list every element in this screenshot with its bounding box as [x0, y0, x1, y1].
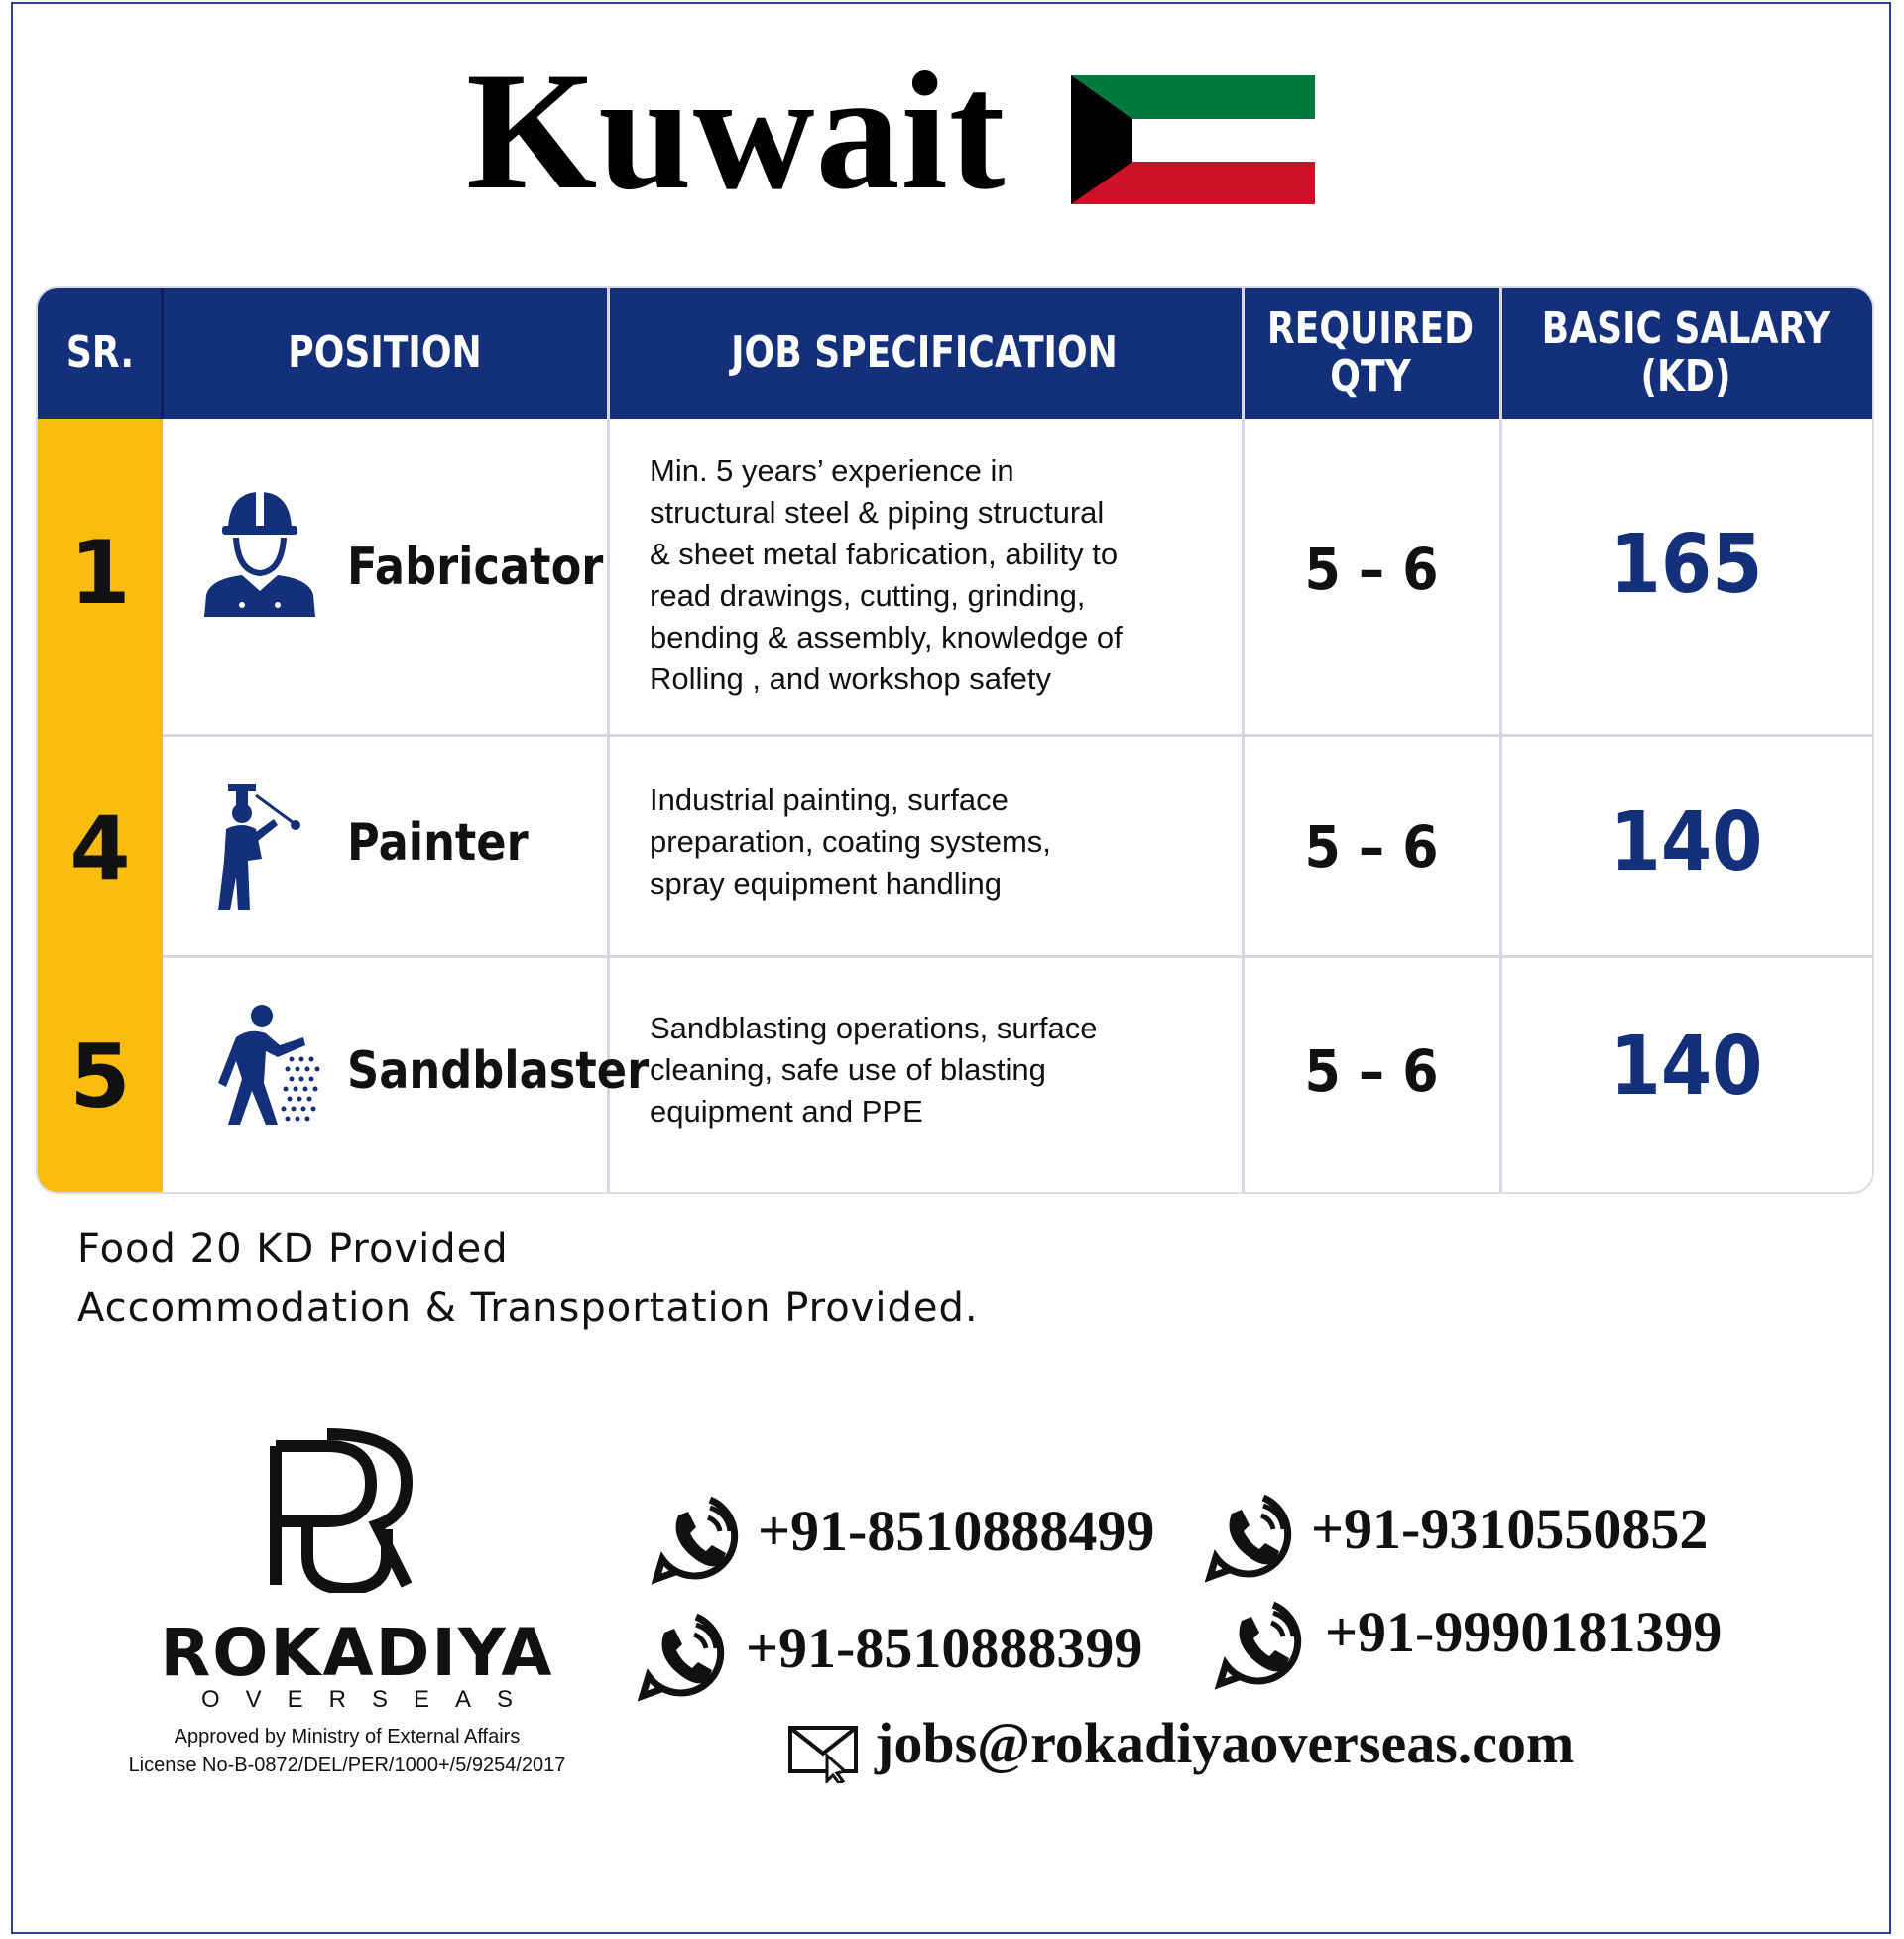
header-salary-line2: (KD): [1640, 351, 1731, 402]
row-salary: 140: [1609, 1020, 1763, 1114]
phone-number[interactable]: +91-8510888399: [746, 1616, 1143, 1680]
header-sr: SR.: [65, 327, 135, 378]
row-divider: [163, 734, 1872, 737]
phone-icon: [635, 1607, 730, 1702]
header-position: POSITION: [288, 327, 482, 378]
divider: [1499, 288, 1502, 1192]
spec-line: equipment and PPE: [650, 1094, 923, 1129]
phone-icon: [649, 1490, 744, 1585]
spec-line: read drawings, cutting, grinding,: [650, 578, 1086, 613]
divider: [1242, 288, 1245, 1192]
row-sr: 5: [69, 1026, 131, 1128]
spec-line: cleaning, safe use of blasting: [650, 1052, 1046, 1087]
company-sub: OVERSEAS: [200, 1686, 539, 1713]
spec-line: Sandblasting operations, surface: [650, 1011, 1098, 1045]
header-qty-line2: QTY: [1330, 351, 1411, 402]
jobs-table: [36, 286, 1874, 1194]
spec-line: Industrial painting, surface: [650, 783, 1009, 817]
row-spec: [650, 1008, 1205, 1133]
row-spec: [650, 450, 1205, 700]
spec-line: Rolling , and workshop safety: [650, 662, 1051, 696]
company-name: ROKADIYA: [160, 1615, 554, 1691]
phone-icon: [1212, 1595, 1307, 1690]
worker-helmet-icon: [202, 488, 317, 617]
header-qty-line1: REQUIRED: [1266, 303, 1475, 354]
note-accommodation: Accommodation & Transportation Provided.: [77, 1285, 979, 1331]
row-sr: 4: [69, 797, 131, 900]
license-text: License No-B-0872/DEL/PER/1000+/5/9254/2017: [128, 1755, 566, 1776]
title-wrap: [466, 38, 1007, 224]
header-job-spec: JOB SPECIFICATION: [731, 327, 1118, 378]
row-qty: 5 – 6: [1304, 1037, 1439, 1105]
row-position: Fabricator: [347, 538, 604, 597]
row-divider: [163, 955, 1872, 958]
email-address[interactable]: jobs@rokadiyaoverseas.com: [875, 1711, 1575, 1775]
spec-line: Min. 5 years’ experience in: [650, 453, 1014, 488]
approved-text: Approved by Ministry of External Affairs: [174, 1726, 521, 1748]
email-icon: [787, 1722, 861, 1783]
row-position: Sandblaster: [347, 1041, 650, 1101]
spec-line: bending & assembly, knowledge of: [650, 620, 1123, 655]
row-spec: [650, 780, 1205, 905]
row-sr: 1: [69, 522, 131, 624]
phone-number[interactable]: +91-9310550852: [1311, 1497, 1709, 1561]
row-qty: 5 – 6: [1304, 813, 1439, 881]
page-title: Kuwait: [466, 38, 1007, 224]
row-position: Painter: [347, 813, 529, 873]
header-salary: [1533, 288, 1839, 419]
phone-icon: [1202, 1488, 1297, 1583]
row-salary: 140: [1609, 795, 1763, 890]
spec-line: preparation, coating systems,: [650, 824, 1051, 859]
kuwait-flag-icon: [1071, 75, 1315, 204]
sandblaster-icon: [206, 1004, 325, 1127]
rokadiya-logo-icon: [268, 1426, 426, 1593]
spec-line: structural steel & piping structural: [650, 495, 1105, 530]
row-qty: 5 – 6: [1304, 536, 1439, 603]
spec-line: spray equipment handling: [650, 866, 1003, 901]
note-food: Food 20 KD Provided: [77, 1226, 509, 1272]
phone-number[interactable]: +91-9990181399: [1325, 1600, 1723, 1664]
spray-painter-icon: [212, 782, 311, 910]
divider: [161, 288, 164, 419]
header-qty: [1264, 288, 1476, 419]
spec-line: & sheet metal fabrication, ability to: [650, 537, 1119, 571]
phone-number[interactable]: +91-8510888499: [758, 1499, 1155, 1563]
row-salary: 165: [1609, 518, 1763, 612]
header-salary-line1: BASIC SALARY: [1541, 303, 1831, 354]
